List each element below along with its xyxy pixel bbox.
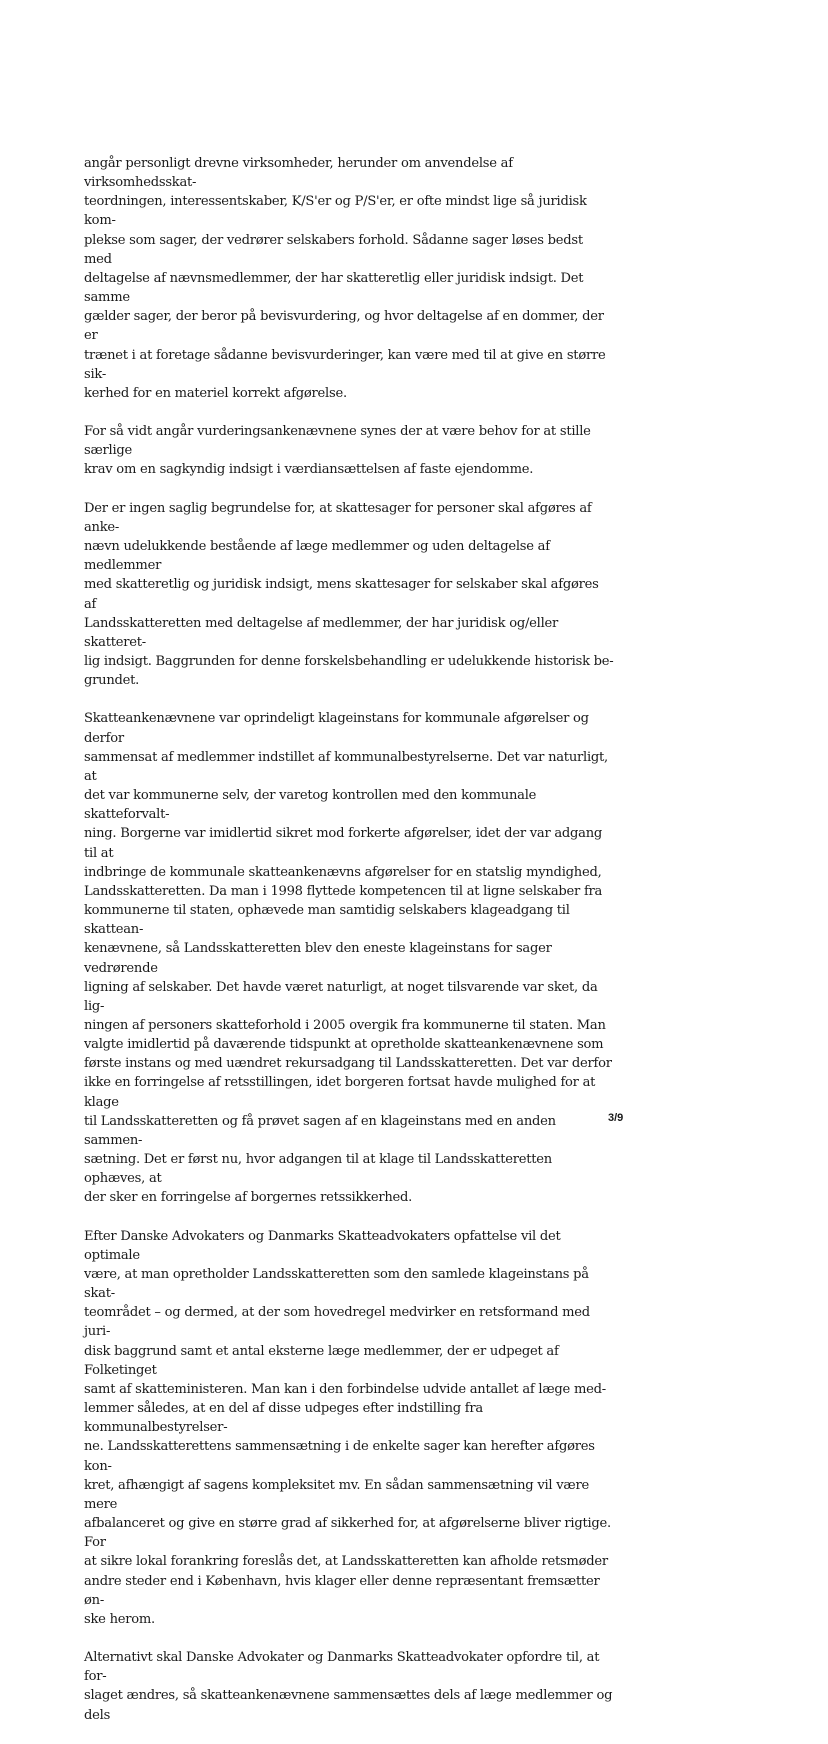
- paragraph-3: Der er ingen saglig begrundelse for, at skattesager for personer skal afgøres af anke- nævn udelukkende bestående af læge medlemmer og uden deltagelse af medlemmer med skatteretlig og juridisk indsigt, mens skattesager for selskaber skal afgøres af Landsskatteretten med deltagelse af medlemmer, der har juridisk og/eller skatteret- lig indsigt. Baggrunden for denne forskelsbehandling er udelukkende historisk be- grundet.: [84, 500, 614, 689]
- paragraph-5: Efter Danske Advokaters og Danmarks Skatteadvokaters opfattelse vil det optimale være, at man opretholder Landsskatteretten som den samlede klageinstans på skat- teområdet – og dermed, at der som hovedregel medvirker en retsformand med juri- disk baggrund samt et antal eksterne læge medlemmer, der er udpeget af Folketinget samt af skatteministeren. Man kan i den forbindelse udvide antallet af læge med- lemmer således, at en del af disse udpeges efter indstilling fra kommunalbestyrelser- ne. Landsskatterettens sammensætning i de enkelte sager kan herefter afgøres kon- kret, afhængigt af sagens kompleksitet mv. En sådan sammensætning vil være mere afbalanceret og give en større grad af sikkerhed for, at afgørelserne bliver rigtige. For at sikre lokal forankring foreslås det, at Landsskatteretten kan afholde retsmøder andre steder end i København, hvis klager eller denne repræsentant fremsætter øn- ske herom.: [84, 1228, 611, 1627]
- page-number: 3/9: [608, 1112, 624, 1124]
- paragraph-2: For så vidt angår vurderingsankenævnene synes der at være behov for at stille særlige krav om en sagkyndig indsigt i værdiansættelsen af faste ejendomme.: [84, 424, 591, 478]
- paragraph-1: angår personligt drevne virksomheder, herunder om anvendelse af virksomhedsskat- teordningen, interessentskaber, K/S'er og P/S'er, er ofte mindst lige så juridisk kom- plekse som sager, der vedrører selskabers forhold. Sådanne sager løses bedst med deltagelse af nævnsmedlemmer, der har skatteretlig eller juridisk indsigt. Det samme gælder sager, der beror på bevisvurdering, og hvor deltagelse af en dommer, der er trænet i at foretage sådanne bevisvurderinger, kan være med til at give en større sik- kerhed for en materiel korrekt afgørelse.: [84, 156, 606, 401]
- body-text: [84, 154, 614, 1744]
- paragraph-4: Skatteankenævnene var oprindeligt klageinstans for kommunale afgørelser og derfor sammensat af medlemmer indstillet af kommunalbestyrelserne. Det var naturligt, at det var kommunerne selv, der varetog kontrollen med den kommunale skatteforvalt- ning. Borgerne var imidlertid sikret mod forkerte afgørelser, idet der var adgang til at indbringe de kommunale skatteankenævns afgørelser for en statslig myndighed, Landsskatteretten. Da man i 1998 flyttede kompetencen til at ligne selskaber fra kommunerne til staten, ophævede man samtidig selskabers klageadgang til skattean- kenævnene, så Landsskatteretten blev den eneste klageinstans for sager vedrørende ligning af selskaber. Det havde været naturligt, at noget tilsvarende var sket, da lig- ningen af personers skatteforhold i 2005 overgik fra kommunerne til staten. Man valgte imidlertid på daværende tidspunkt at opretholde skatteankenævnene som første instans og med uændret rekursadgang til Landsskatteretten. Det var derfor ikke en forringelse af retsstillingen, idet borgeren fortsat havde mulighed for at klage til Landsskatteretten og få prøvet sagen af en klageinstans med en anden sammen- sætning. Det er først nu, hvor adgangen til at klage til Landsskatteretten ophæves, at der sker en forringelse af borgernes retssikkerhed.: [84, 711, 612, 1206]
- paragraph-6: Alternativt skal Danske Advokater og Danmarks Skatteadvokater opfordre til, at for- slaget ændres, så skatteankenævnene sammensættes dels af læge medlemmer og dels: [84, 1650, 613, 1723]
